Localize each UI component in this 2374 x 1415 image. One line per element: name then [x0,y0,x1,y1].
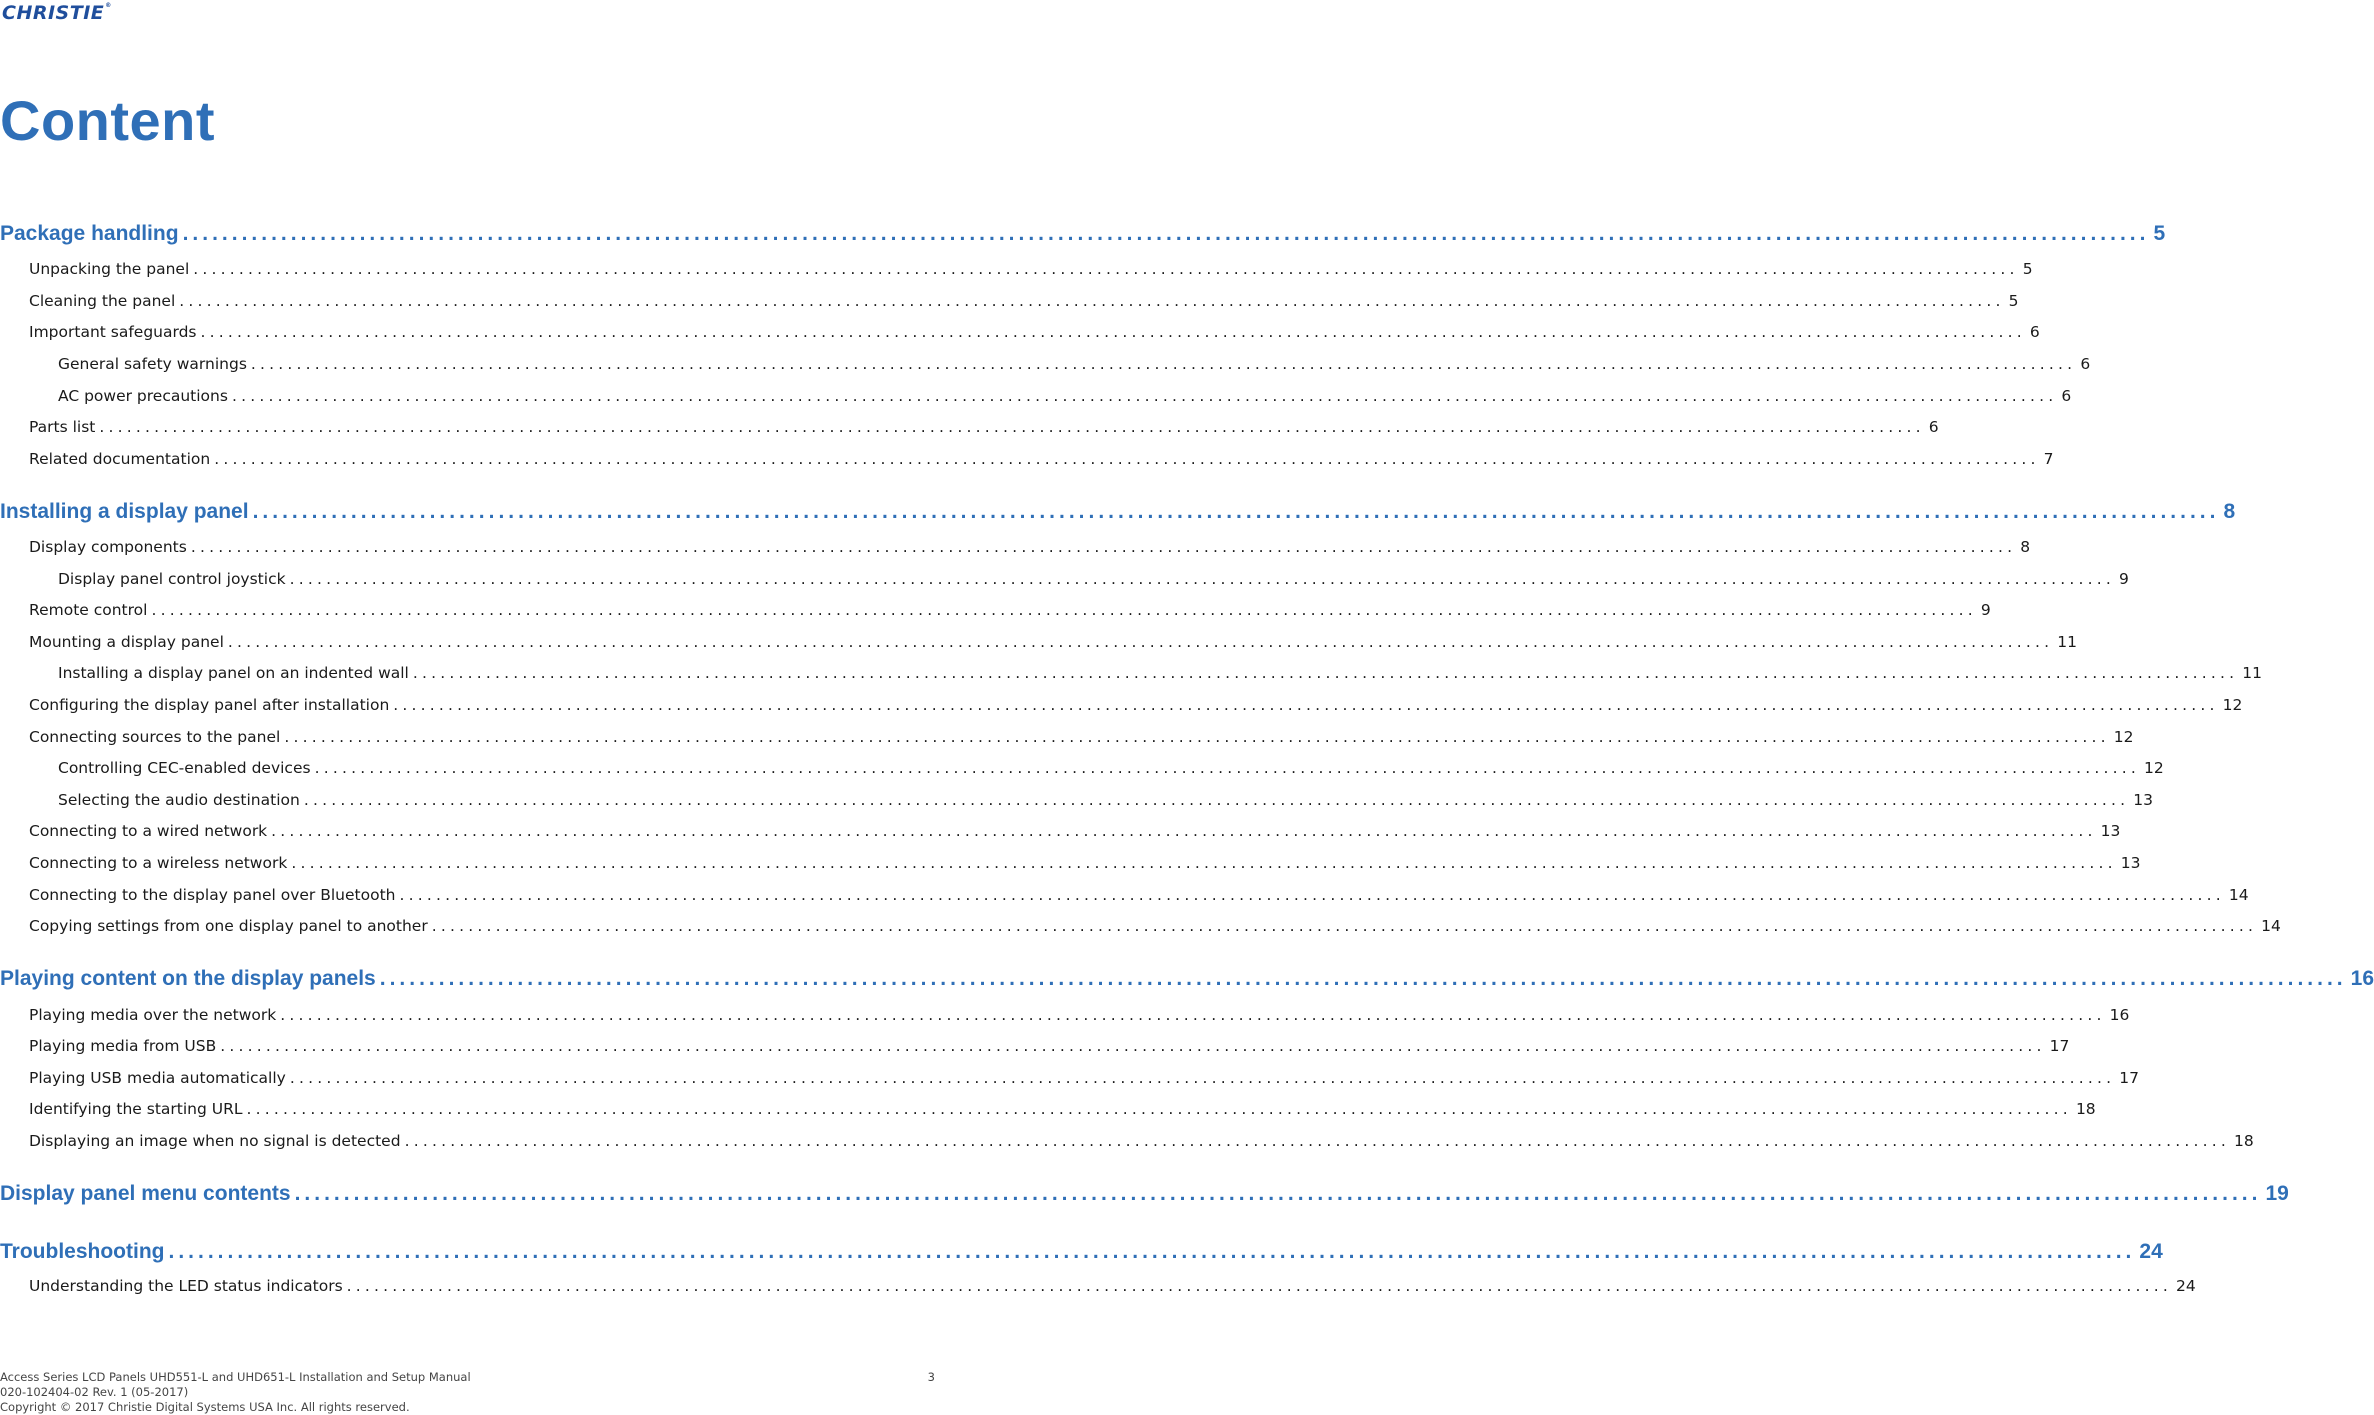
christie-logo [2,2,112,24]
toc-leader-dots: ........................................................................................................................................................................................................ [289,1069,2116,1087]
page-title: Content [0,89,216,152]
toc-leader-dots: ........................................................................................................................................................................................................ [252,500,2220,523]
toc-leader-dots: ........................................................................................................................................................................................................ [379,967,2347,990]
toc-page-number: 6 [2061,387,2072,405]
footer-manual-title: Access Series LCD Panels UHD551-L and UHD651-L Installation and Setup Manual [0,1370,471,1384]
toc-entry-title: Playing USB media automatically [29,1069,286,1087]
toc-leader-dots: ........................................................................................................................................................................................................ [314,759,2140,777]
toc-page-number: 16 [2109,1006,2130,1024]
toc-entry-title: Connecting to a wireless network [29,854,288,872]
toc-page-number: 11 [2057,633,2078,651]
toc-chapter-entry[interactable] [0,1182,2289,1206]
toc-entry-title: Controlling CEC-enabled devices [58,759,311,777]
toc-page-number: 24 [2139,1240,2163,1263]
toc-section-entry[interactable] [0,355,2091,373]
toc-entry-title: General safety warnings [58,355,247,373]
toc-section-entry[interactable] [0,822,2121,840]
toc-page-number: 12 [2222,696,2243,714]
toc-entry-title: Installing a display panel on an indented wall [58,664,409,682]
toc-section-entry[interactable] [0,664,2262,682]
toc-page-number: 17 [2049,1037,2070,1055]
toc-entry-title: Playing media over the network [29,1006,277,1024]
toc-page-number: 18 [2075,1100,2096,1118]
toc-entry-title: Connecting to a wired network [29,822,268,840]
toc-page-number: 14 [2228,886,2249,904]
toc-page-number: 5 [2022,260,2033,278]
toc-entry-title: Remote control [29,601,148,619]
toc-page-number: 17 [2119,1069,2139,1087]
toc-page-number: 6 [1928,418,1939,436]
toc-chapter-entry[interactable] [0,500,2236,524]
toc-section-entry[interactable] [0,1132,2254,1150]
toc-page-number: 13 [2120,854,2141,872]
toc-chapter-entry[interactable] [0,1240,2163,1264]
toc-entry-title: Configuring the display panel after installation [29,696,390,714]
toc-entry-title: Mounting a display panel [29,633,224,651]
toc-section-entry[interactable] [0,854,2141,872]
toc-page-number: 18 [2233,1132,2254,1150]
logo-text: CHRISTIE [2,2,105,24]
toc-page-number: 16 [2350,967,2374,990]
toc-chapter-entry[interactable] [0,967,2374,991]
toc-leader-dots: ........................................................................................................................................................................................................ [346,1277,2173,1295]
toc-leader-dots: ........................................................................................................................................................................................................ [271,822,2097,840]
footer-page-number: 3 [927,1370,935,1384]
toc-page-number: 9 [2118,570,2129,588]
toc-leader-dots: ........................................................................................................................................................................................................ [246,1100,2072,1118]
footer-revision: 020-102404-02 Rev. 1 (05-2017) [0,1385,189,1399]
toc-entry-title: Display components [29,538,187,556]
toc-page-number: 6 [2080,355,2091,373]
registered-mark: ® [105,2,112,9]
toc-entry-title: Troubleshooting [0,1240,165,1263]
toc-section-entry[interactable] [0,260,2033,278]
toc-page-number: 5 [2008,292,2019,310]
toc-leader-dots: ........................................................................................................................................................................................................ [291,854,2117,872]
toc-entry-title: Selecting the audio destination [58,791,300,809]
toc-leader-dots: ........................................................................................................................................................................................................ [404,1132,2230,1150]
toc-leader-dots: ........................................................................................................................................................................................................ [250,355,2077,373]
toc-entry-title: Displaying an image when no signal is detected [29,1132,401,1150]
toc-chapter-entry[interactable] [0,222,2166,246]
toc-entry-title: Cleaning the panel [29,292,176,310]
toc-section-entry[interactable] [0,728,2134,746]
toc-page-number: 5 [2153,222,2166,245]
toc-section-entry[interactable] [0,292,2019,310]
toc-leader-dots: ........................................................................................................................................................................................................ [431,917,2258,935]
toc-leader-dots: ........................................................................................................................................................................................................ [227,633,2054,651]
toc-leader-dots: ........................................................................................................................................................................................................ [393,696,2219,714]
toc-leader-dots: ........................................................................................................................................................................................................ [168,1240,2136,1263]
toc-entry-title: Installing a display panel [0,500,249,523]
toc-section-entry[interactable] [0,538,2031,556]
toc-entry-title: Connecting to the display panel over Bluetooth [29,886,396,904]
toc-page-number: 19 [2265,1182,2289,1205]
toc-section-entry[interactable] [0,791,2153,809]
toc-entry-title: Unpacking the panel [29,260,190,278]
toc-section-entry[interactable] [0,1037,2070,1055]
toc-entry-title: Playing content on the display panels [0,967,376,990]
toc-section-entry[interactable] [0,601,1991,619]
toc-section-entry[interactable] [0,570,2129,588]
toc-leader-dots: ........................................................................................................................................................................................................ [399,886,2225,904]
toc-entry-title: Parts list [29,418,96,436]
toc-leader-dots: ........................................................................................................................................................................................................ [231,387,2058,405]
toc-entry-title: Playing media from USB [29,1037,217,1055]
toc-entry-title: Display panel control joystick [58,570,286,588]
toc-page-number: 8 [2223,500,2236,523]
toc-leader-dots: ........................................................................................................................................................................................................ [412,664,2239,682]
toc-leader-dots: ........................................................................................................................................................................................................ [294,1182,2262,1205]
toc-leader-dots: ........................................................................................................................................................................................................ [182,222,2150,245]
toc-page-number: 8 [2020,538,2031,556]
toc-entry-title: AC power precautions [58,387,228,405]
toc-leader-dots: ........................................................................................................................................................................................................ [214,450,2040,468]
toc-leader-dots: ........................................................................................................................................................................................................ [280,1006,2106,1024]
toc-leader-dots: ........................................................................................................................................................................................................ [151,601,1977,619]
toc-section-entry[interactable] [0,1069,2139,1087]
toc-section-entry[interactable] [0,917,2281,935]
toc-leader-dots: ........................................................................................................................................................................................................ [179,292,2005,310]
toc-section-entry[interactable] [0,759,2164,777]
toc-section-entry[interactable] [0,387,2072,405]
toc-entry-title: Related documentation [29,450,211,468]
toc-leader-dots: ........................................................................................................................................................................................................ [303,791,2130,809]
toc-leader-dots: ........................................................................................................................................................................................................ [289,570,2115,588]
toc-entry-title: Display panel menu contents [0,1182,291,1205]
toc-leader-dots: ........................................................................................................................................................................................................ [284,728,2110,746]
toc-section-entry[interactable] [0,886,2249,904]
toc-page-number: 13 [2133,791,2153,809]
toc-section-entry[interactable] [0,1006,2130,1024]
toc-entry-title: Copying settings from one display panel to another [29,917,428,935]
toc-entry-title: Package handling [0,222,179,245]
toc-page-number: 9 [1980,601,1991,619]
toc-leader-dots: ........................................................................................................................................................................................................ [200,323,2026,341]
toc-section-entry[interactable] [0,1100,2096,1118]
toc-entry-title: Identifying the starting URL [29,1100,243,1118]
footer-copyright: Copyright © 2017 Christie Digital Systems USA Inc. All rights reserved. [0,1400,410,1414]
toc-leader-dots: ........................................................................................................................................................................................................ [99,418,1925,436]
toc-page-number: 13 [2100,822,2121,840]
toc-section-entry[interactable] [0,323,2040,341]
toc-leader-dots: ........................................................................................................................................................................................................ [220,1037,2046,1055]
toc-section-entry[interactable] [0,450,2054,468]
toc-section-entry[interactable] [0,1277,2196,1295]
toc-leader-dots: ........................................................................................................................................................................................................ [190,538,2017,556]
toc-page-number: 12 [2143,759,2164,777]
toc-page-number: 6 [2029,323,2040,341]
toc-leader-dots: ........................................................................................................................................................................................................ [193,260,2019,278]
toc-entry-title: Important safeguards [29,323,197,341]
toc-entry-title: Understanding the LED status indicators [29,1277,343,1295]
toc-page-number: 11 [2242,664,2262,682]
toc-section-entry[interactable] [0,633,2078,651]
toc-section-entry[interactable] [0,696,2243,714]
toc-page-number: 7 [2043,450,2054,468]
toc-page-number: 24 [2176,1277,2196,1295]
toc-section-entry[interactable] [0,418,1939,436]
toc-page-number: 14 [2261,917,2281,935]
toc-entry-title: Connecting sources to the panel [29,728,281,746]
toc-page-number: 12 [2113,728,2134,746]
